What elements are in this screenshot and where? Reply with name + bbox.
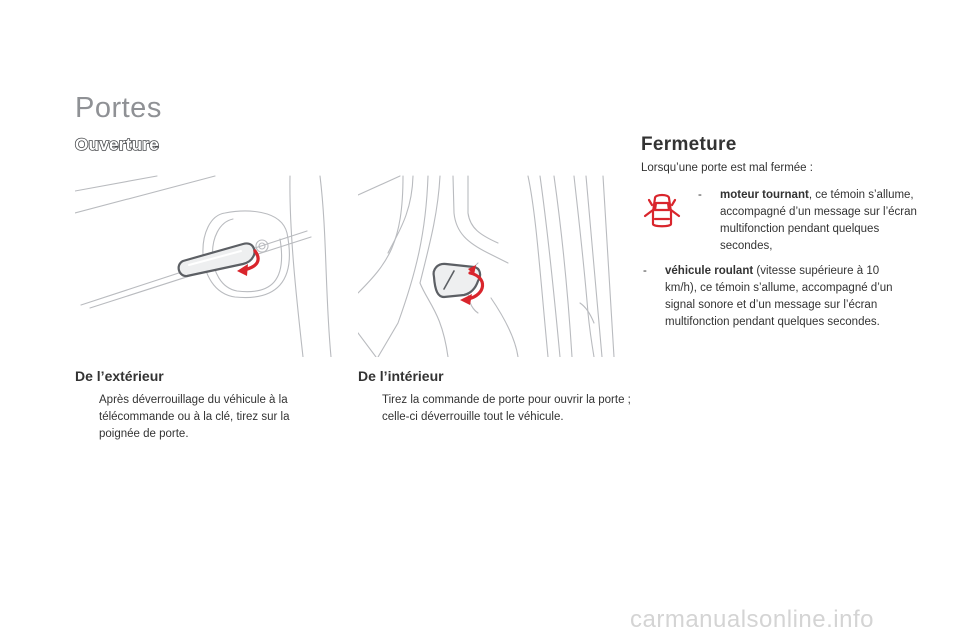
- page-title: Portes: [75, 92, 162, 124]
- dash-marker: -: [643, 265, 647, 277]
- instruction-exterior: [75, 392, 315, 452]
- item-text: [720, 187, 920, 255]
- section-heading-ouverture: Ouverture: [75, 135, 159, 154]
- instruction-interior: [358, 392, 631, 432]
- exterior-door-handle-illustration: [75, 173, 334, 357]
- section-heading-fermeture: Fermeture: [641, 134, 737, 155]
- item-rest-text: (vitesse supérieure à 10 km/h), ce témoin s’allume, accompagné d’un signal sonore et d’un message sur l’écran multifonction pendant quelques secondes.: [665, 265, 893, 328]
- item-bold-text: moteur tournant: [720, 189, 809, 201]
- door-open-warning-icon: [641, 190, 683, 232]
- item-rest-text: , ce témoin s’allume, accompagné d’un message sur l’écran multifonction pendant quelques secondes,: [720, 189, 917, 252]
- interior-door-handle-illustration: [358, 173, 619, 357]
- subheading-exterior: De l’extérieur: [75, 368, 164, 384]
- fermeture-item-engine-running: [698, 187, 918, 259]
- fermeture-item-vehicle-moving: [643, 263, 918, 353]
- fermeture-intro: Lorsqu’une porte est mal fermée :: [641, 162, 813, 174]
- item-text: [665, 263, 910, 331]
- subheading-interior: De l’intérieur: [358, 368, 444, 384]
- instruction-text: Après déverrouillage du véhicule à la télécommande ou à la clé, tirez sur la poignée de porte.: [99, 394, 290, 440]
- dash-marker: -: [698, 189, 702, 201]
- instruction-text: Tirez la commande de porte pour ouvrir la porte ; celle-ci déverrouille tout le véhicule.: [382, 394, 631, 423]
- item-bold-text: véhicule roulant: [665, 265, 754, 277]
- watermark: carmanualsonline.info: [630, 606, 874, 633]
